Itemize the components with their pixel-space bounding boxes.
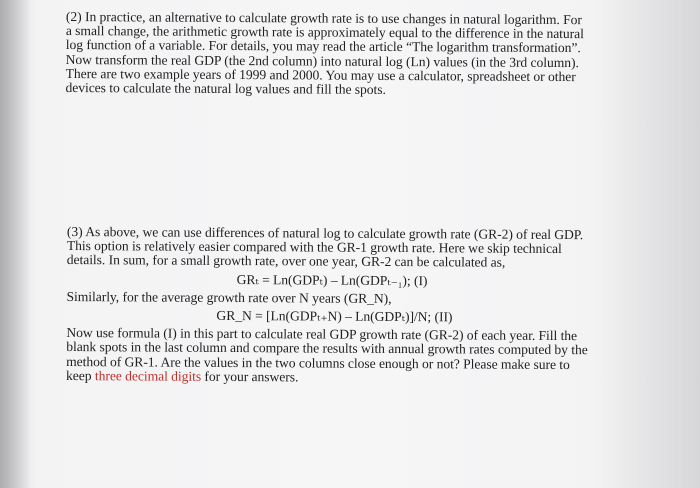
section-2-line: log function of a variable. For details, you may read the article “The logarithm transformation”. (65, 37, 581, 56)
section-2-paragraph (65, 10, 626, 99)
section-3-line: method of GR-1. Are the values in the two columns close enough or not? Please make sure to (66, 353, 570, 372)
section-3-line: Similarly, for the average growth rate over N years (GR_N), (66, 288, 392, 306)
section-3-line: Now use formula (I) in this part to calculate real GDP growth rate (GR-2) of each year. Fill the (66, 325, 578, 344)
section-3-paragraph (66, 225, 627, 386)
last-line-start: keep (66, 367, 95, 384)
page-shadow (0, 0, 30, 488)
section-3-line: blank spots in the last column and compare the results with annual growth rates computed by the (66, 339, 588, 358)
section-3-line: details. In sum, for a small growth rate, over one year, GR-2 can be calculated as, (66, 252, 506, 271)
section-2-line: There are two example years of 1999 and 2000. You may use a calculator, spreadsheet or other (65, 65, 576, 84)
section-3-line: (3) As above, we can use differences of natural log to calculate growth rate (GR-2) of real GDP. (66, 224, 584, 243)
section-3-line: This option is relatively easier compared with the GR-1 growth rate. Here we skip technical (66, 238, 562, 257)
last-line-end: for your answers. (201, 368, 299, 385)
section-2-line: a small change, the arithmetic growth rate is approximately equal to the difference in the natural (65, 23, 584, 42)
formula-ii: GR_N = [Ln(GDPₜ₊N) – Ln(GDPₜ)]/N; (II) (216, 307, 453, 325)
section-2-line: Now transform the real GDP (the 2nd column) into natural log (Ln) values (in the 3rd column). (65, 51, 579, 70)
section-2-line: devices to calculate the natural log values and fill the spots. (65, 80, 386, 97)
formula-i: GRₜ = Ln(GDPₜ) – Ln(GDPₜ₋₁); (I) (236, 271, 428, 288)
highlighted-text: three decimal digits (94, 368, 202, 384)
section-2-line: (2) In practice, an alternative to calculate growth rate is to use changes in natural logarithm. For (65, 9, 582, 28)
